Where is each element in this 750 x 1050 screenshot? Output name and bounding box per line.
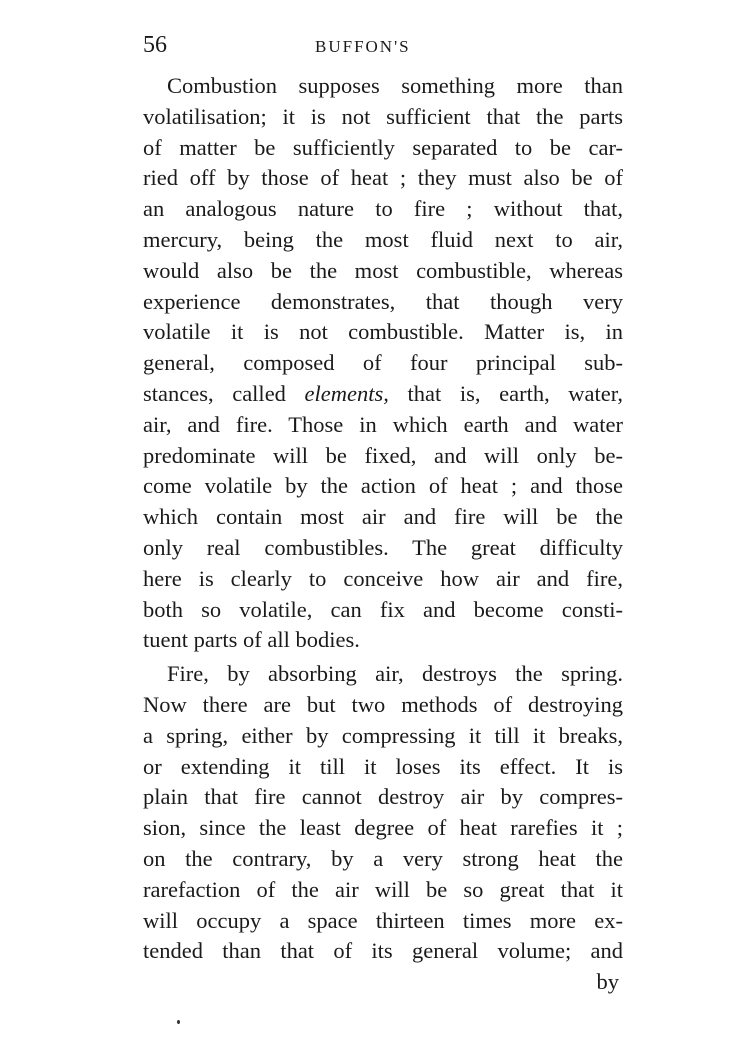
text-line: predominate will be fixed, and will only be- [143, 442, 623, 468]
body-text [143, 71, 623, 998]
text-line: an analogous nature to fire ; without that, [143, 196, 623, 222]
text-line: ried off by those of heat ; they must also be of [143, 165, 623, 191]
page-number: 56 [143, 32, 167, 58]
text-line: tended than that of its general volume; and [143, 938, 623, 964]
text-line: volatilisation; it is not sufficient that the parts [143, 103, 623, 129]
text-line: come volatile by the action of heat ; and those [143, 473, 623, 499]
paragraph-1 [143, 71, 623, 656]
catchword: by [596, 969, 619, 995]
print-speck [177, 1020, 180, 1024]
running-head [143, 30, 623, 60]
running-title: BUFFON'S [315, 37, 411, 56]
text-line: plain that fire cannot destroy air by compres- [143, 784, 623, 810]
text-line: will occupy a space thirteen times more ex- [143, 907, 623, 933]
text-line: sion, since the least degree of heat rarefies it ; [143, 815, 623, 841]
paragraph-2 [143, 659, 623, 967]
text-line: Combustion supposes something more than [167, 73, 623, 98]
text-line: general, composed of four principal sub- [143, 350, 623, 376]
text-line: which contain most air and fire will be the [143, 504, 623, 530]
italic-term: elements, [304, 380, 389, 406]
text-line: experience demonstrates, that though very [143, 288, 623, 314]
text-line: tuent parts of all bodies. [143, 627, 360, 653]
text-line: Now there are but two methods of destroying [143, 691, 623, 717]
text-line: here is clearly to conceive how air and fire, [143, 565, 623, 591]
text-line [143, 379, 623, 410]
text-line: a spring, either by compressing it till it breaks, [143, 722, 623, 748]
text-line: both so volatile, can fix and become consti- [143, 596, 623, 622]
text-line: or extending it till it loses its effect. It is [143, 753, 623, 779]
text-line: on the contrary, by a very strong heat the [143, 845, 623, 871]
text-line: would also be the most combustible, whereas [143, 257, 623, 283]
text-line: of matter be sufficiently separated to be car- [143, 134, 623, 160]
text-line: air, and fire. Those in which earth and water [143, 411, 623, 437]
line-end: that is, earth, water, [388, 380, 624, 406]
text-line: mercury, being the most fluid next to air, [143, 226, 623, 252]
text-line: Fire, by absorbing air, destroys the spring. [167, 661, 623, 687]
line-start: stances, called [143, 380, 305, 406]
text-line: volatile it is not combustible. Matter is, in [143, 319, 623, 345]
text-line: rarefaction of the air will be so great that it [143, 876, 623, 902]
text-line: only real combustibles. The great difficulty [143, 534, 623, 560]
